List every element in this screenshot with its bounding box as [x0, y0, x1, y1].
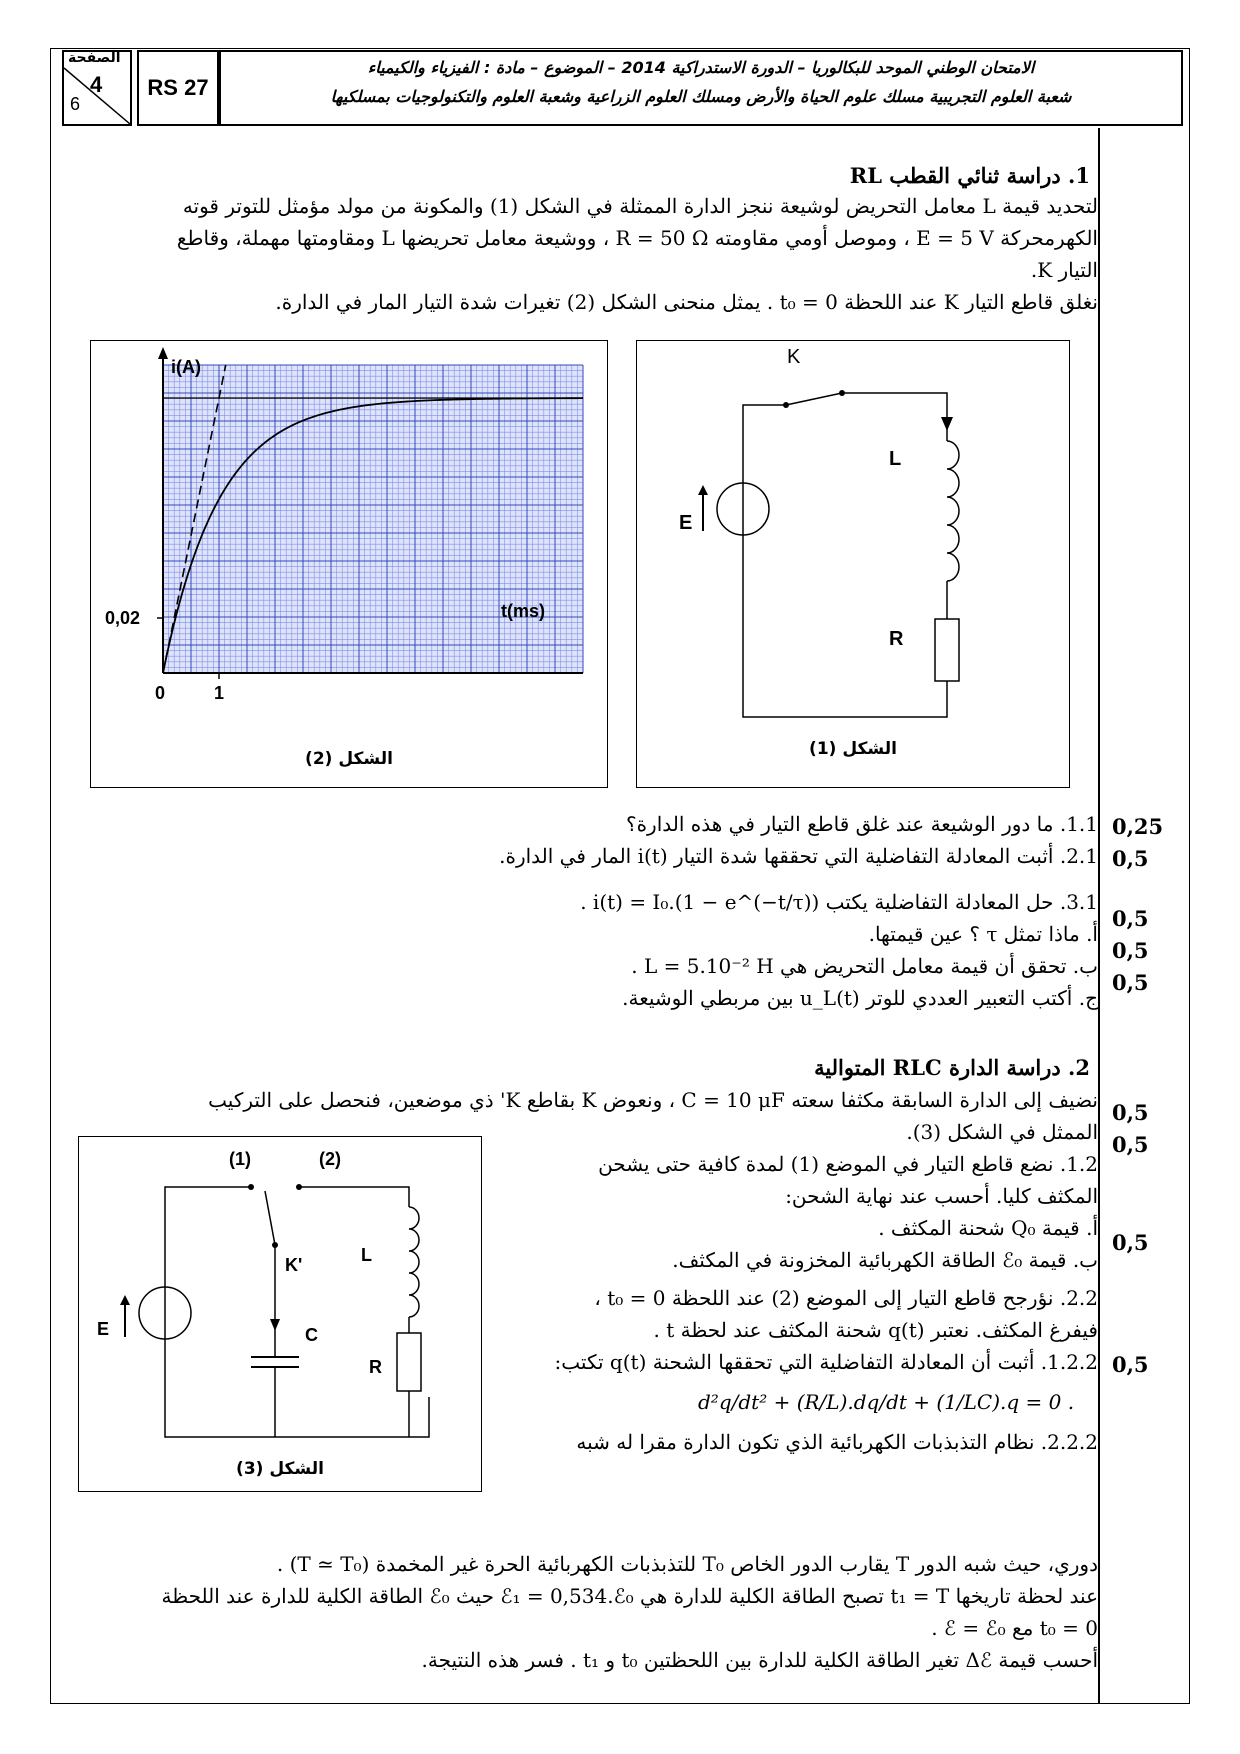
wire — [165, 1339, 429, 1437]
section2-questions-right — [488, 1116, 1098, 1458]
figure2-caption: الشكل (2) — [305, 749, 393, 769]
label-k-prime: K' — [285, 1255, 303, 1275]
exam-title-line2: شعبة العلوم التجريبية مسلك علوم الحياة والأرض ومسلك العلوم الزراعية وشعبة العلوم والتكنولوجيات بمسلكيها — [330, 87, 1072, 106]
label-e: E — [679, 512, 693, 534]
exam-title — [219, 50, 1183, 126]
label-c: C — [305, 1325, 318, 1345]
section2-questions-full — [58, 1548, 1098, 1676]
figure2-graph — [90, 340, 608, 788]
wire — [743, 553, 947, 717]
inductor-coil — [947, 441, 959, 581]
y-axis-label: i(A) — [171, 357, 201, 377]
voltage-arrow-head-icon — [698, 485, 708, 495]
section2-intro — [58, 1084, 1098, 1116]
section2-title: 2. دراسة الدارة RLC المتوالية — [814, 1055, 1090, 1080]
label-e: E — [97, 1319, 110, 1339]
rl-circuit-diagram — [637, 341, 1069, 787]
figure3-circuit — [78, 1136, 482, 1492]
score-value: 0,5 — [1112, 1100, 1149, 1125]
score-value: 0,5 — [1112, 1132, 1149, 1157]
score-value: 0,5 — [1112, 938, 1149, 963]
intro-line: نغلق قاطع التيار K عند اللحظة t₀ = 0 . يمثل منحنى الشكل (2) تغيرات شدة التيار المار في الدارة. — [275, 290, 1098, 314]
position-2-label: (2) — [319, 1149, 341, 1169]
question-c: ج. أكتب التعبير العددي للوتر u_L(t) بين مربطي الوشيعة. — [622, 986, 1098, 1010]
switch-contact-1 — [248, 1184, 254, 1190]
intro-line: التيار K. — [1030, 258, 1098, 282]
differential-equation: d²q/dt² + (R/L).dq/dt + (1/LC).q = 0 . — [698, 1390, 1075, 1414]
label-r: R — [889, 628, 904, 650]
resistor — [397, 1333, 421, 1391]
voltage-arrow-head-icon — [120, 1295, 130, 1305]
page-label: الصفحة — [68, 50, 121, 66]
question-1-2-a: أ. قيمة Q₀ شحنة المكثف . — [878, 1216, 1098, 1240]
x-tick-label-0: 0 — [155, 683, 166, 703]
page-number: 4 — [90, 72, 103, 97]
exam-title-line1: الامتحان الوطني الموحد للبكالوريا – الدورة الاستدراكية 2014 – الموضوع – مادة : الفيزياء والكيمياء — [367, 58, 1035, 77]
intro-line: لتحديد قيمة L معامل التحريض لوشيعة ننجز الدارة الممثلة في الشكل (1) والمكونة من مولد مؤمثل للتوتر قوته — [182, 194, 1098, 218]
inductor-coil — [409, 1207, 419, 1317]
current-arrow-icon — [270, 1319, 280, 1331]
question-a: أ. ماذا تمثل τ ؟ عين قيمتها. — [868, 922, 1098, 946]
question-2-2-2-line4: t₀ = 0 مع ℰ = ℰ₀ . — [931, 1616, 1098, 1640]
question-2-2-2-line3: عند لحظة تاريخها t₁ = T تصبح الطاقة الكلية للدارة هي ℰ₁ = 0,534.ℰ₀ حيث ℰ₀ الطاقة الكلية للدارة عند اللحظة — [161, 1584, 1098, 1608]
question-2-1: 2.1. أثبت المعادلة التفاضلية التي تحققها شدة التيار i(t) المار في الدارة. — [499, 844, 1098, 868]
y-tick-label: 0,02 — [105, 608, 141, 628]
switch-blade — [786, 393, 842, 405]
wire — [743, 405, 785, 465]
label-r: R — [369, 1357, 382, 1377]
score-value: 0,5 — [1112, 1352, 1149, 1377]
wire — [301, 1187, 409, 1207]
plot-background — [163, 365, 583, 673]
label-l: L — [361, 1245, 372, 1265]
score-value: 0,5 — [1112, 846, 1149, 871]
questions-section1 — [98, 808, 1098, 1014]
score-value: 0,5 — [1112, 1230, 1149, 1255]
question-2-2-2-line5: أحسب قيمة Δℰ تغير الطاقة الكلية للدارة بين اللحظتين t₀ و t₁ . فسر هذه النتيجة. — [421, 1648, 1098, 1672]
question-1-2-line2: المكثف كليا. أحسب عند نهاية الشحن: — [785, 1184, 1098, 1208]
wire — [845, 393, 947, 441]
intro-line: الكهرمحركة E = 5 V ، وموصل أومي مقاومته R = 50 Ω ، ووشيعة معامل تحريضها L ومقاومتها مهملة، وقاطع — [176, 226, 1098, 250]
wire — [165, 1187, 249, 1287]
figure3-caption: الشكل (3) — [236, 1459, 324, 1479]
score-value: 0,25 — [1112, 814, 1164, 839]
intro-line: نضيف إلى الدارة السابقة مكثفا سعته C = 10 μF ، ونعوض K بقاطع K' ذي موضعين، فنحصل على التركيب — [208, 1088, 1098, 1112]
label-l: L — [889, 448, 902, 470]
intro-line: الممثل في الشكل (3). — [906, 1120, 1098, 1144]
question-1-1: 1.1. ما دور الوشيعة عند غلق قاطع التيار في هذه الدارة؟ — [625, 812, 1098, 836]
question-1-2-b: ب. قيمة ℰ₀ الطاقة الكهربائية المخزونة في المكثف. — [672, 1248, 1098, 1272]
question-1-2-line1: 1.2. نضع قاطع التيار في الموضع (1) لمدة كافية حتى يشحن — [598, 1152, 1098, 1176]
question-3-1: 3.1. حل المعادلة التفاضلية يكتب i(t) = I₀.(1 − e^(−t/τ)) . — [580, 890, 1098, 914]
question-1-2-2: 1.2.2. أثبت أن المعادلة التفاضلية التي تحققها الشحنة q(t) تكتب: — [554, 1350, 1098, 1374]
figure1-caption: الشكل (1) — [809, 739, 897, 759]
position-1-label: (1) — [229, 1149, 251, 1169]
resistor — [935, 619, 959, 681]
y-axis-arrow-icon — [158, 347, 168, 359]
question-2-2-line1: 2.2. نؤرجح قاطع التيار إلى الموضع (2) عند اللحظة t₀ = 0 ، — [594, 1286, 1098, 1310]
page-total: 6 — [70, 94, 81, 114]
x-axis-label: t(ms) — [501, 601, 545, 621]
figure1-circuit — [636, 340, 1070, 788]
label-k: K — [787, 346, 801, 368]
current-arrow-icon — [941, 417, 953, 431]
rlc-circuit-diagram — [79, 1137, 481, 1491]
switch-blade — [265, 1191, 275, 1245]
question-2-2-2-line2: دوري، حيث شبه الدور T يقارب الدور الخاص T₀ للتذبذبات الكهربائية الحرة غير المخمدة (T ≃ T₀) . — [276, 1552, 1098, 1576]
question-2-2-2-line1: 2.2.2. نظام التذبذبات الكهربائية الذي تكون الدارة مقرا له شبه — [576, 1430, 1098, 1454]
score-column-divider — [1098, 128, 1100, 1704]
exam-code: RS 27 — [137, 50, 219, 126]
switch-contact — [839, 390, 845, 396]
question-2-2-line2: فيفرغ المكثف. نعتبر q(t) شحنة المكثف عند لحظة t . — [653, 1318, 1098, 1342]
x-tick-label-1: 1 — [214, 683, 225, 703]
page-number-box — [62, 50, 132, 126]
current-graph — [91, 341, 607, 787]
score-value: 0,5 — [1112, 906, 1149, 931]
section1-title: 1. دراسة ثنائي القطب RL — [849, 163, 1090, 188]
score-value: 0,5 — [1112, 970, 1149, 995]
question-b: ب. تحقق أن قيمة معامل التحريض هي L = 5.10⁻² H . — [631, 954, 1098, 978]
section1-intro — [58, 190, 1098, 318]
